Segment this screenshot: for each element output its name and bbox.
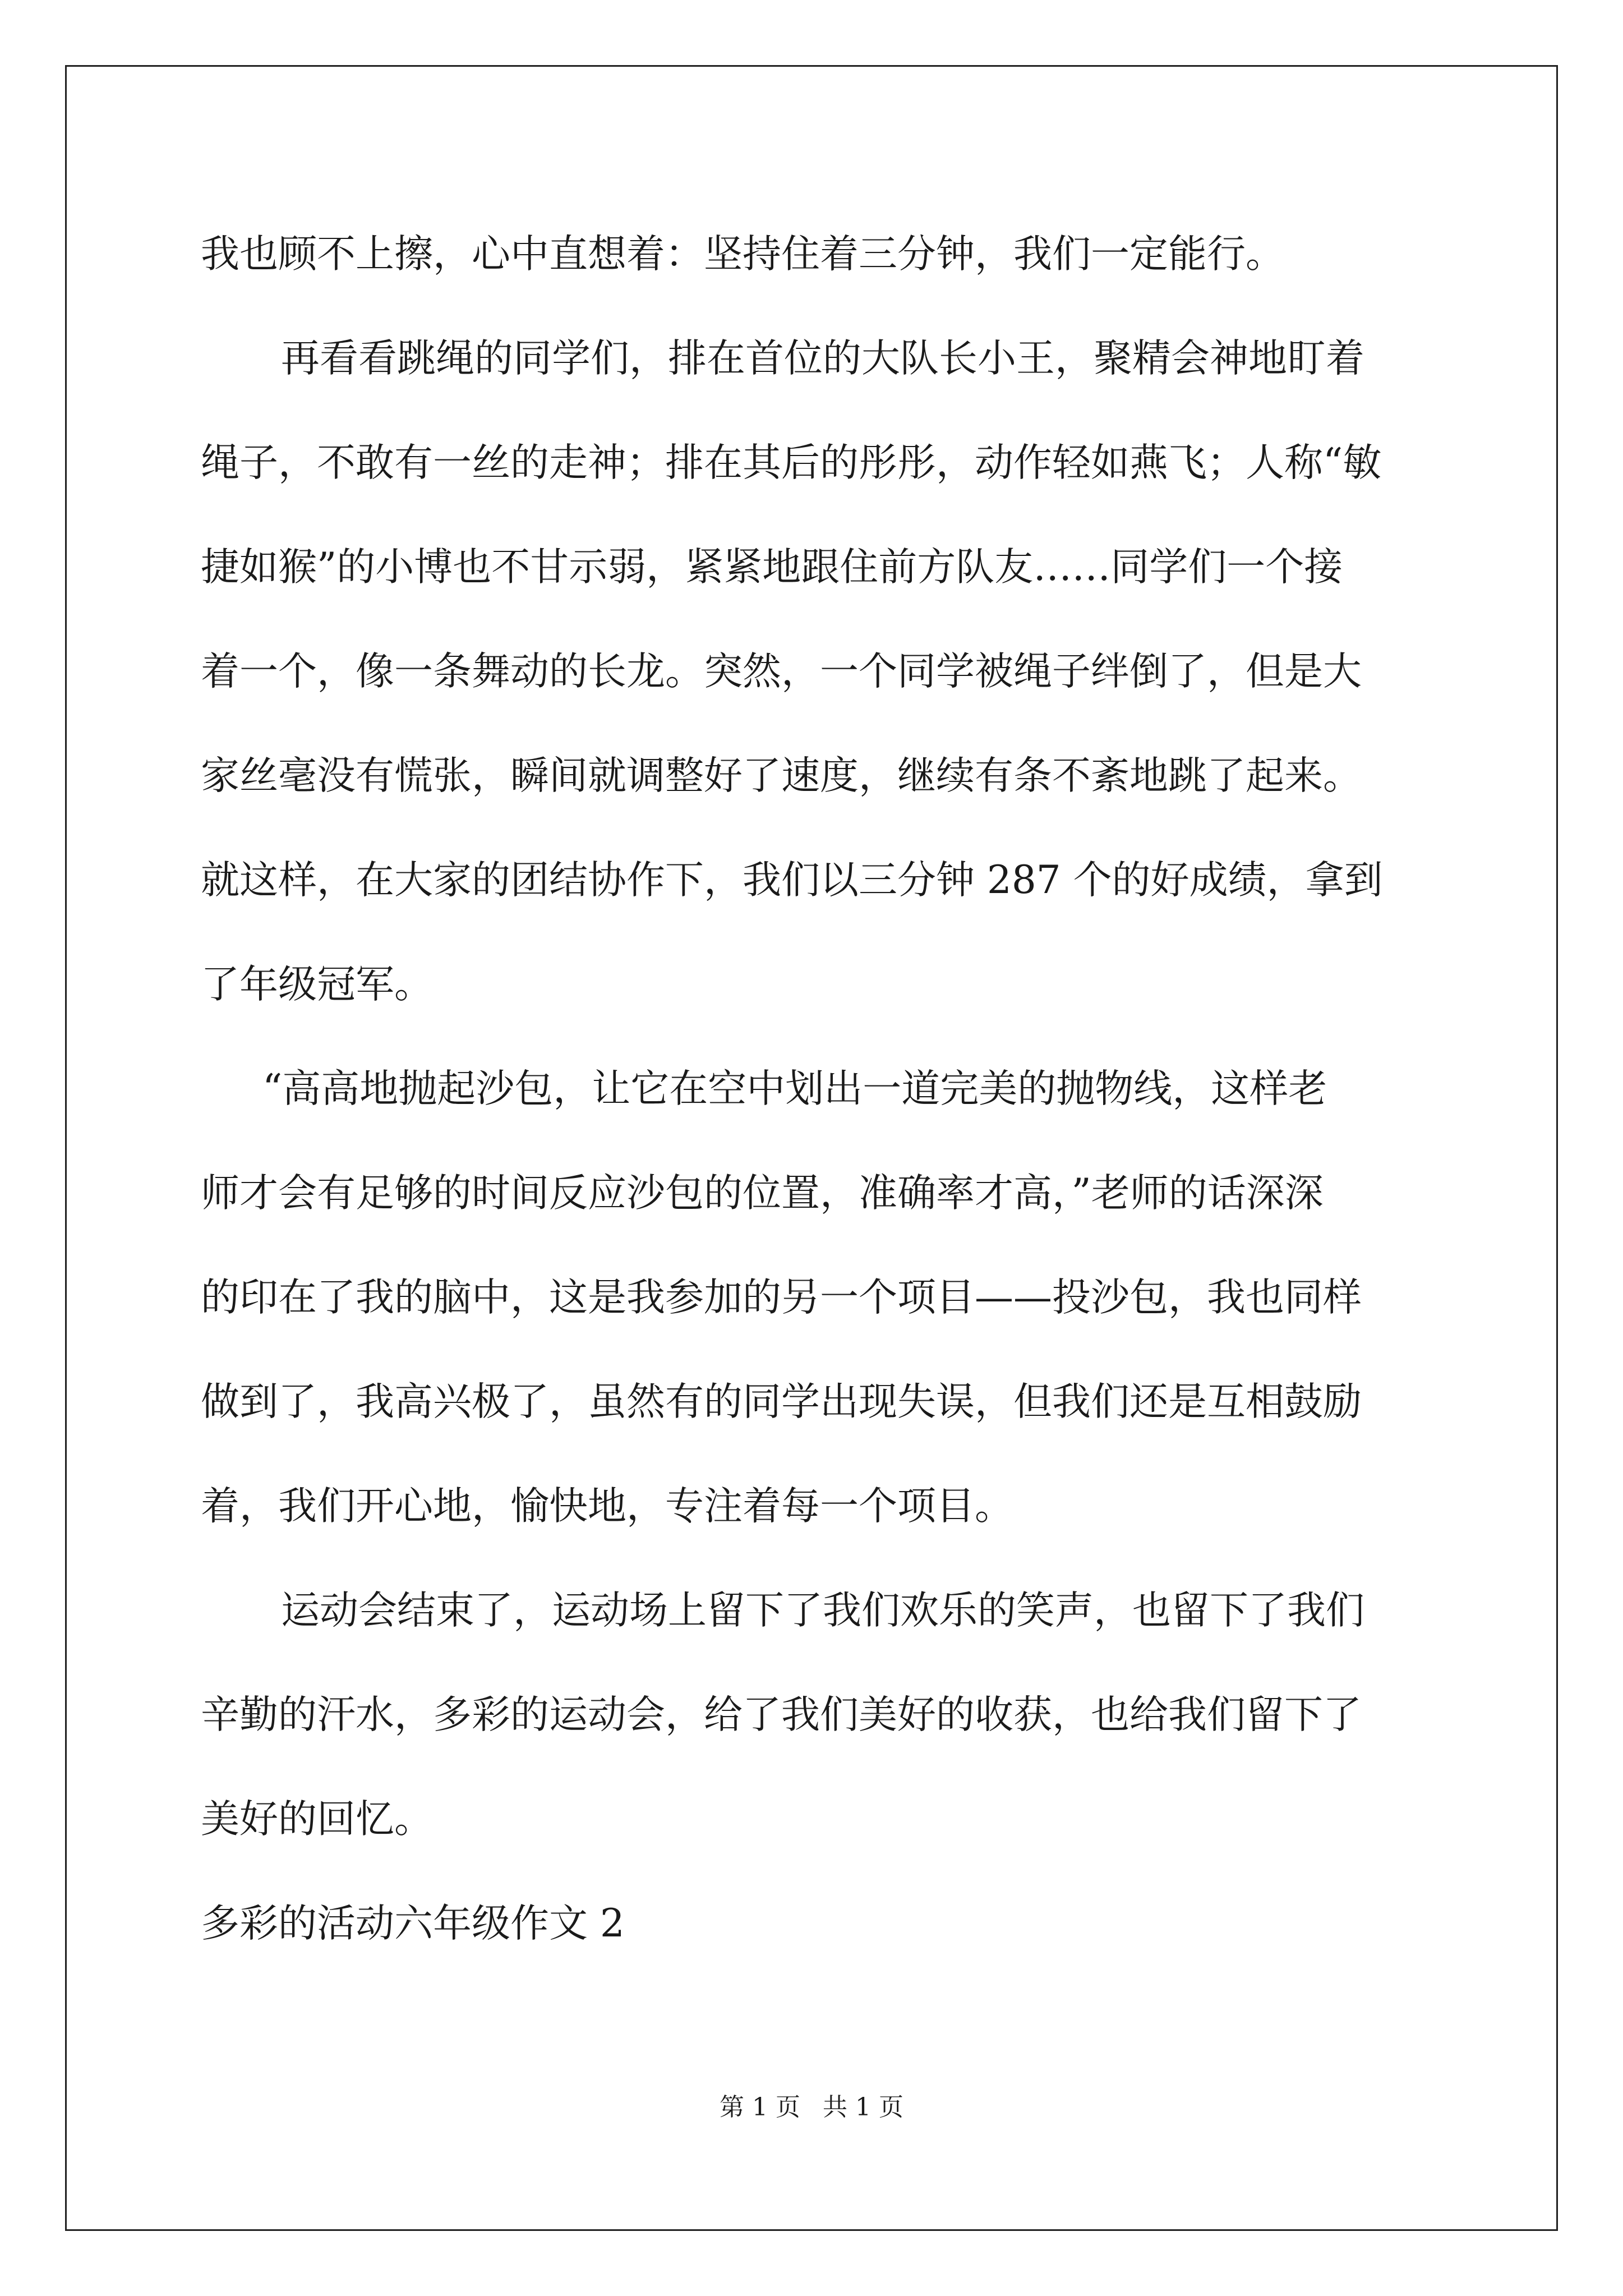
page-number: 第 1 页 xyxy=(720,2093,800,2122)
document-body xyxy=(201,202,1435,1976)
section-heading: 多彩的活动六年级作文 2 xyxy=(201,1901,625,1946)
text-line: “高高地抛起沙包，让它在空中划出一道完美的抛物线，这样老 xyxy=(262,1066,1327,1111)
text-line: 捷如猴”的小博也不甘示弱，紧紧地跟住前方队友……同学们一个接 xyxy=(201,545,1343,590)
paragraph xyxy=(201,1037,1435,1558)
text-line: 运动会结束了，运动场上留下了我们欢乐的笑声，也留下了我们 xyxy=(281,1588,1364,1633)
text-line: 家丝毫没有慌张，瞬间就调整好了速度，继续有条不紊地跳了起来。 xyxy=(201,753,1362,798)
paragraph xyxy=(201,306,1435,1037)
paragraph xyxy=(201,202,1435,306)
text-line: 辛勤的汗水，多彩的运动会，给了我们美好的收获，也给我们留下了 xyxy=(201,1692,1362,1737)
paragraph xyxy=(201,1558,1435,1871)
page-total: 共 1 页 xyxy=(823,2093,903,2122)
text-line: 再看看跳绳的同学们，排在首位的大队长小王，聚精会神地盯着 xyxy=(281,336,1364,381)
text-line: 了年级冠军。 xyxy=(201,962,433,1007)
text-line: 的印在了我的脑中，这是我参加的另一个项目——投沙包，我也同样 xyxy=(201,1275,1362,1320)
text-line: 师才会有足够的时间反应沙包的位置，准确率才高，”老师的话深深 xyxy=(201,1171,1324,1216)
text-line: 着，我们开心地，愉快地，专注着每一个项目。 xyxy=(201,1484,1013,1529)
text-line: 做到了，我高兴极了，虽然有的同学出现失误，但我们还是互相鼓励 xyxy=(201,1379,1362,1424)
text-line: 着一个，像一条舞动的长龙。突然，一个同学被绳子绊倒了，但是大 xyxy=(201,649,1362,694)
text-line: 绳子，不敢有一丝的走神；排在其后的彤彤，动作轻如燕飞；人称“敏 xyxy=(201,440,1382,485)
text-line: 美好的回忆。 xyxy=(201,1797,433,1842)
text-line: 就这样，在大家的团结协作下，我们以三分钟 287 个的好成绩，拿到 xyxy=(201,858,1383,903)
text-line: 我也顾不上擦，心中直想着：坚持住着三分钟，我们一定能行。 xyxy=(201,232,1284,277)
page-footer xyxy=(0,2087,1623,2123)
